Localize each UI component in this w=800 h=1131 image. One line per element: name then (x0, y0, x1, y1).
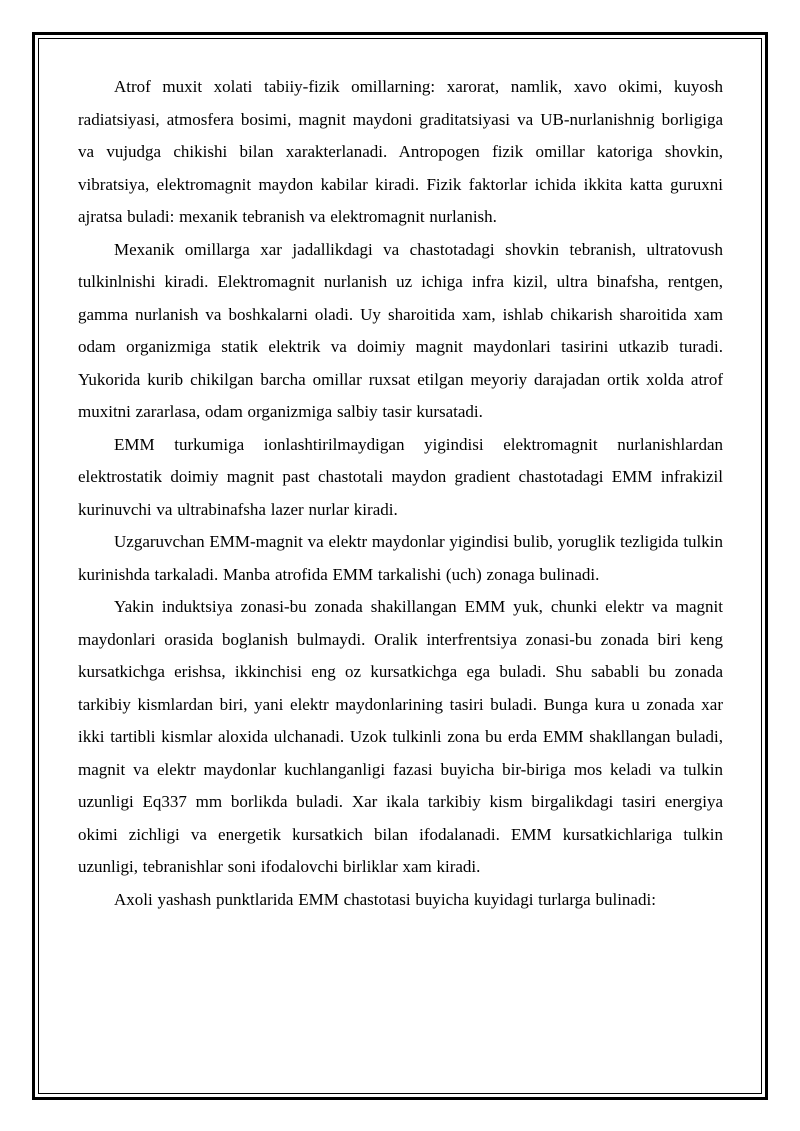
document-body (78, 71, 723, 916)
paragraph-4: Uzgaruvchan EMM-magnit va elektr maydonlar yigindisi bulib, yoruglik tezligida tulkin kurinishda tarkaladi. Manba atrofida EMM tarkalishi (uch) zonaga bulinadi. (78, 532, 723, 584)
paragraph-6: Axoli yashash punktlarida EMM chastotasi buyicha kuyidagi turlarga bulinadi: (114, 889, 656, 909)
paragraph-1: Atrof muxit xolati tabiiy-fizik omillarning: xarorat, namlik, xavo okimi, kuyosh radiatsiyasi, atmosfera bosimi, magnit maydoni graditatsiyasi va UB-nurlanishnig borligiga va vujudga chikishi bilan xarakterlanadi. Antropogen fizik omillar katoriga shovkin, vibratsiya, elektromagnit maydon kabilar kiradi. Fizik faktorlar ichida ikkita katta guruxni ajratsa buladi: mexanik tebranish va elektromagnit nurlanish. (78, 77, 723, 226)
paragraph-2: Mexanik omillarga xar jadallikdagi va chastotadagi shovkin tebranish, ultratovush tulkinlnishi kiradi. Elektromagnit nurlanish uz ichiga infra kizil, ultra binafsha, rentgen, gamma nurlanish va boshkalarni oladi. Uy sharoitida xam, ishlab chikarish sharoitida xam odam organizmiga statik elektrik va doimiy magnit maydonlari tasirini utkazib turadi. Yukorida kurib chikilgan barcha omillar ruxsat etilgan meyoriy darajadan ortik xolda atrof muxitni zararlasa, odam organizmiga salbiy tasir kursatadi. (78, 239, 723, 421)
paragraph-5: Yakin induktsiya zonasi-bu zonada shakillangan EMM yuk, chunki elektr va magnit maydonlari orasida boglanish bulmaydi. Oralik interfrentsiya zonasi-bu zonada biri keng kursatkichga erishsa, ikkinchisi eng oz kursatkichga ega buladi. Shu sababli bu zonada tarkibiy kismlardan biri, yani elektr maydonlarining tasiri buladi. Bunga kura u zonada xar ikki tartibli kismlar aloxida ulchanadi. Uzok tulkinli zona bu erda EMM shakllangan buladi, magnit va elektr maydonlar kuchlanganligi fazasi buyicha bir-biriga mos keladi va tulkin uzunligi Eq337 mm borlikda buladi. Xar ikala tarkibiy kism birgalikdagi tasiri energiya okimi zichligi va energetik kursatkich bilan ifodalanadi. EMM kursatkichlariga tulkin uzunligi, tebranishlar soni ifodalovchi birliklar xam kiradi. (78, 597, 723, 876)
paragraph-3: EMM turkumiga ionlashtirilmaydigan yigindisi elektromagnit nurlanishlardan elektrostatik doimiy magnit past chastotali maydon gradient chastotadagi EMM infrakizil kurinuvchi va ultrabinafsha lazer nurlar kiradi. (78, 434, 723, 519)
